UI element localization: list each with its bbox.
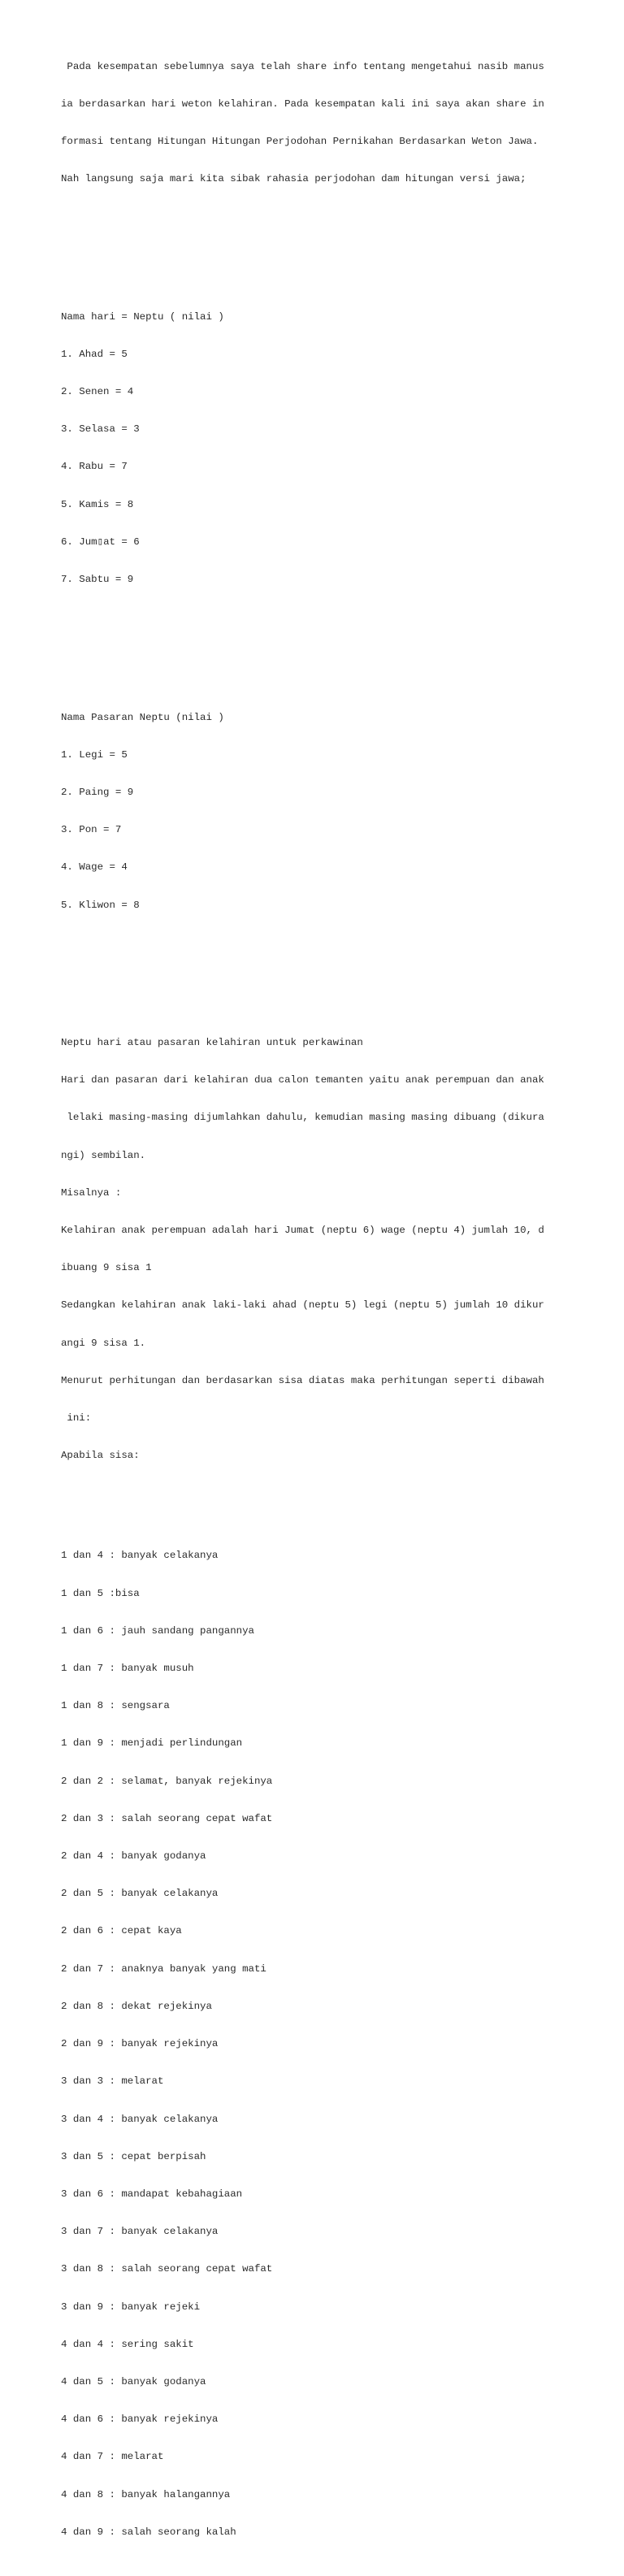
intro-line: ia berdasarkan hari weton kelahiran. Pada kesempatan kali ini saya akan share in	[61, 98, 544, 110]
list-item: 3 dan 3 : melarat	[61, 2075, 164, 2088]
pasaran-neptu-list	[61, 687, 613, 937]
list-item: 2 dan 6 : cepat kaya	[61, 1925, 182, 1937]
list-item: 4 dan 5 : banyak godanya	[61, 2375, 206, 2387]
explanation-line: Misalnya :	[61, 1186, 122, 1199]
list-item: 3 dan 8 : salah seorang cepat wafat	[61, 2263, 273, 2275]
list-item: 4 dan 6 : banyak rejekinya	[61, 2413, 219, 2426]
list-item: 2. Senen = 4	[61, 386, 134, 398]
explanation-line: angi 9 sisa 1.	[61, 1337, 146, 1349]
list-item: 1. Legi = 5	[61, 748, 128, 761]
list-item: 2 dan 4 : banyak godanya	[61, 1850, 206, 1863]
document-body	[61, 11, 613, 2576]
list-item: 6. Jum▯at = 6	[61, 536, 140, 548]
list-item: 4. Wage = 4	[61, 861, 128, 874]
list-item: 4 dan 7 : melarat	[61, 2451, 164, 2463]
explanation-line: ngi) sembilan.	[61, 1149, 146, 1161]
list-item: 2 dan 8 : dekat rejekinya	[61, 2000, 212, 2012]
list-item: 4. Rabu = 7	[61, 461, 128, 473]
list-item: 2 dan 5 : banyak celakanya	[61, 1888, 219, 1900]
list-item: 3 dan 7 : banyak celakanya	[61, 2226, 219, 2238]
list-item: 1 dan 4 : banyak celakanya	[61, 1550, 219, 1562]
explanation-line: Hari dan pasaran dari kelahiran dua calon temanten yaitu anak perempuan dan anak	[61, 1074, 544, 1086]
list-item: 3 dan 6 : mandapat kebahagiaan	[61, 2188, 243, 2200]
explanation-line: Kelahiran anak perempuan adalah hari Jumat (neptu 6) wage (neptu 4) jumlah 10, d	[61, 1225, 544, 1236]
explanation-line: Menurut perhitungan dan berdasarkan sisa diatas maka perhitungan seperti dibawah	[61, 1374, 544, 1386]
list-item: 2. Paing = 9	[61, 786, 134, 798]
list-item: 2 dan 9 : banyak rejekinya	[61, 2038, 219, 2050]
list-item: 3 dan 4 : banyak celakanya	[61, 2113, 219, 2125]
list-item: 1. Ahad = 5	[61, 348, 128, 360]
sisa-list	[61, 1525, 613, 2564]
explanation-line: lelaki masing-masing dijumlahkan dahulu, kemudian masing masing dibuang (dikura	[61, 1112, 544, 1124]
explanation-paragraph	[61, 1012, 613, 1487]
intro-line: formasi tentang Hitungan Hitungan Perjodohan Pernikahan Berdasarkan Weton Jawa.	[61, 136, 539, 148]
explanation-line: Sedangkan kelahiran anak laki-laki ahad (neptu 5) legi (neptu 5) jumlah 10 dikur	[61, 1299, 544, 1312]
list-item: 5. Kliwon = 8	[61, 899, 140, 911]
list-item: 2 dan 7 : anaknya banyak yang mati	[61, 1962, 266, 1975]
explanation-line: Neptu hari atau pasaran kelahiran untuk perkawinan	[61, 1036, 363, 1048]
explanation-line: ibuang 9 sisa 1	[61, 1262, 152, 1274]
intro-paragraph	[61, 36, 613, 211]
list-item: 2 dan 3 : salah seorang cepat wafat	[61, 1812, 273, 1824]
list-item: 1 dan 7 : banyak musuh	[61, 1663, 194, 1675]
list-item: 1 dan 6 : jauh sandang pangannya	[61, 1624, 254, 1637]
explanation-line: Apabila sisa:	[61, 1450, 140, 1462]
list-item: 1 dan 9 : menjadi perlindungan	[61, 1737, 243, 1750]
list-item: 3 dan 9 : banyak rejeki	[61, 2301, 201, 2313]
list-item: 7. Sabtu = 9	[61, 574, 134, 586]
spacer	[61, 236, 613, 248]
explanation-line: ini:	[61, 1412, 92, 1425]
list-item: 2 dan 2 : selamat, banyak rejekinya	[61, 1775, 273, 1787]
pasaran-heading: Nama Pasaran Neptu (nilai )	[61, 711, 224, 723]
list-item: 3. Pon = 7	[61, 824, 122, 836]
list-item: 4 dan 8 : banyak halangannya	[61, 2488, 231, 2500]
list-item: 3 dan 5 : cepat berpisah	[61, 2150, 206, 2162]
hari-heading: Nama hari = Neptu ( nilai )	[61, 310, 224, 323]
list-item: 4 dan 9 : salah seorang kalah	[61, 2526, 236, 2538]
list-item: 3. Selasa = 3	[61, 423, 140, 436]
spacer	[61, 962, 613, 974]
intro-line: Nah langsung saja mari kita sibak rahasia perjodohan dam hitungan versi jawa;	[61, 173, 526, 185]
hari-neptu-list	[61, 286, 613, 611]
spacer	[61, 636, 613, 648]
list-item: 1 dan 5 :bisa	[61, 1587, 140, 1599]
list-item: 1 dan 8 : sengsara	[61, 1700, 170, 1712]
list-item: 4 dan 4 : sering sakit	[61, 2338, 194, 2350]
list-item: 5. Kamis = 8	[61, 498, 134, 510]
intro-line: Pada kesempatan sebelumnya saya telah share info tentang mengetahui nasib manus	[61, 60, 544, 72]
